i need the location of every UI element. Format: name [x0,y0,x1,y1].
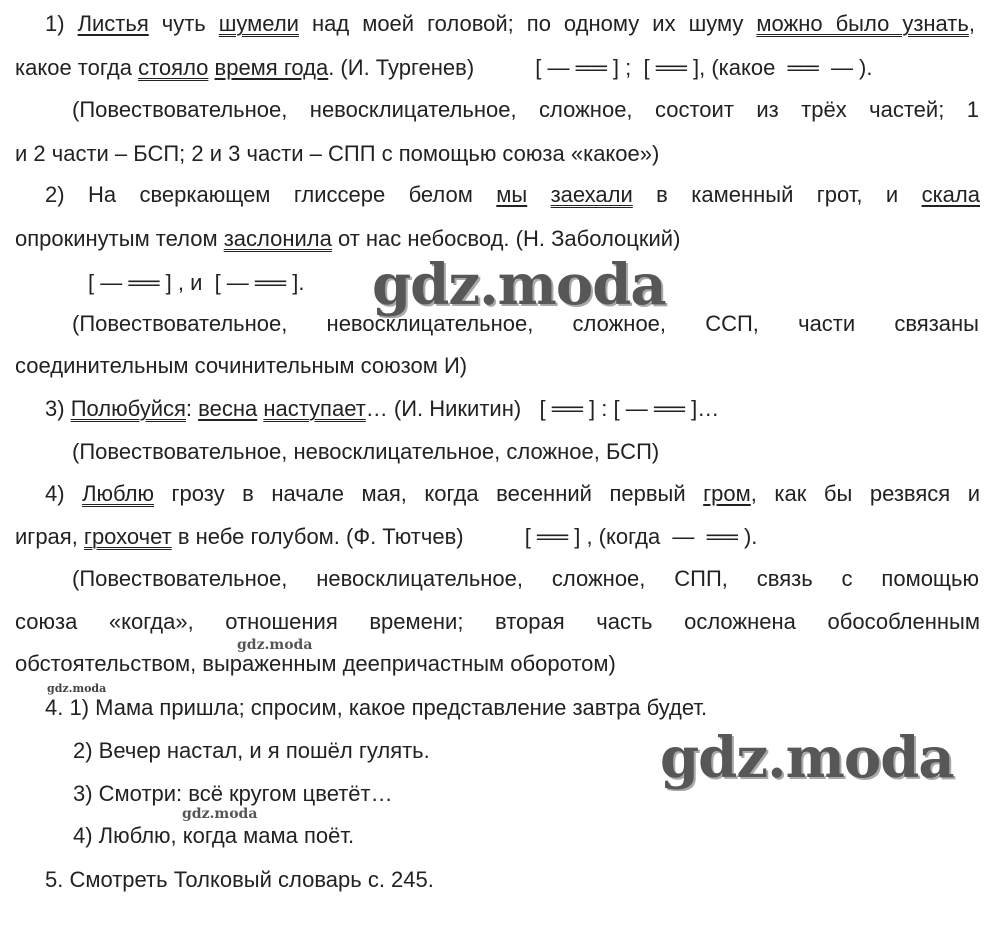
text-segment: чуть [148,11,219,36]
text-segment: … (И. Никитин) [ ══ ] : [ — ══ ]… [365,396,720,421]
text-line [72,561,979,597]
text-line [73,733,493,769]
text-line [15,646,705,682]
predicate-underlined: можно было узнать [756,11,969,36]
text-line [45,862,505,898]
watermark: gdz.moda [237,637,313,653]
predicate-underlined: шумели [218,11,299,36]
text-segment: 2) Вечер настал, и я пошёл гулять. [73,738,430,763]
text-line [45,6,975,42]
text-line [45,476,980,512]
subject-underlined: время года [214,55,329,80]
text-line [15,519,865,555]
text-segment: какое тогда [15,55,139,80]
text-segment: над моей головой; по одному их шуму [298,11,757,36]
text-line [45,391,825,427]
subject-underlined: Листья [77,11,149,36]
subject-underlined: скала [921,182,980,207]
text-line [73,776,453,812]
predicate-underlined: стояло [138,55,209,80]
text-segment: соединительным сочинительным союзом И) [15,353,468,378]
text-segment: в небе голубом. (Ф. Тютчев) [ ══ ] , (когда — ══ ). [171,524,758,549]
predicate-underlined: заслонила [223,226,332,251]
text-segment: от нас небосвод. (Н. Заболоцкий) [331,226,681,251]
predicate-underlined: наступает [263,396,366,421]
text-line [72,434,742,470]
text-line [15,136,745,172]
text-segment: обстоятельством, выраженным деепричастным оборотом) [15,651,616,676]
text-segment [527,182,550,207]
text-line [45,177,980,213]
text-line [73,818,413,854]
text-line [72,92,979,128]
text-segment: союза «когда», отношения времени; вторая часть осложнена обособленным [15,609,980,634]
text-segment: (Повествовательное, невосклицательное, сложное, БСП) [72,439,660,464]
subject-underlined: гром [703,481,751,506]
text-segment: (Повествовательное, невосклицательное, сложное, состоит из трёх частей; 1 [72,97,979,122]
text-segment: 4) Люблю, когда мама поёт. [73,823,355,848]
watermark: gdz.moda [182,806,258,822]
text-segment: (Повествовательное, невосклицательное, сложное, СПП, связь с помощью [72,566,979,591]
text-segment: , [968,11,975,36]
watermark: gdz.moda [47,682,107,695]
watermark: gdz.moda [660,725,954,791]
text-segment: (Повествовательное, невосклицательное, сложное, ССП, части связаны [72,311,979,336]
text-segment: , как бы резвяся и [750,481,980,506]
predicate-underlined: заехали [550,182,633,207]
text-segment: играя, [15,524,84,549]
text-segment: . (И. Тургенев) [ — ══ ] ; [ ══ ], (какое ══ — ). [328,55,873,80]
predicate-underlined: грохочет [83,524,172,549]
text-segment: 5. Смотреть Толковый словарь с. 245. [45,867,434,892]
text-segment: опрокинутым телом [15,226,224,251]
text-segment: 1) [45,11,78,36]
text-segment: 3) [45,396,71,421]
text-segment: и 2 части – БСП; 2 и 3 части – СПП с помощью союза «какое») [15,141,660,166]
predicate-underlined: Полюбуйся [70,396,186,421]
subject-underlined: весна [198,396,258,421]
text-segment: грозу в начале мая, когда весенний первый [153,481,704,506]
predicate-underlined: Люблю [82,481,154,506]
text-segment: [ — ══ ] , и [ — ══ ]. [88,270,305,295]
text-line [15,348,535,384]
watermark: gdz.moda [372,252,666,318]
text-segment: 2) На сверкающем глиссере белом [45,182,497,207]
text-line [15,50,980,86]
text-segment: 4) [45,481,83,506]
text-segment: : [185,396,199,421]
text-line [15,604,980,640]
text-line [88,265,358,301]
text-segment: 4. 1) Мама пришла; спросим, какое представление завтра будет. [45,695,708,720]
text-segment: 3) Смотри: всё кругом цветёт… [73,781,393,806]
text-segment: в каменный грот, и [632,182,922,207]
text-line [45,690,805,726]
subject-underlined: мы [496,182,528,207]
